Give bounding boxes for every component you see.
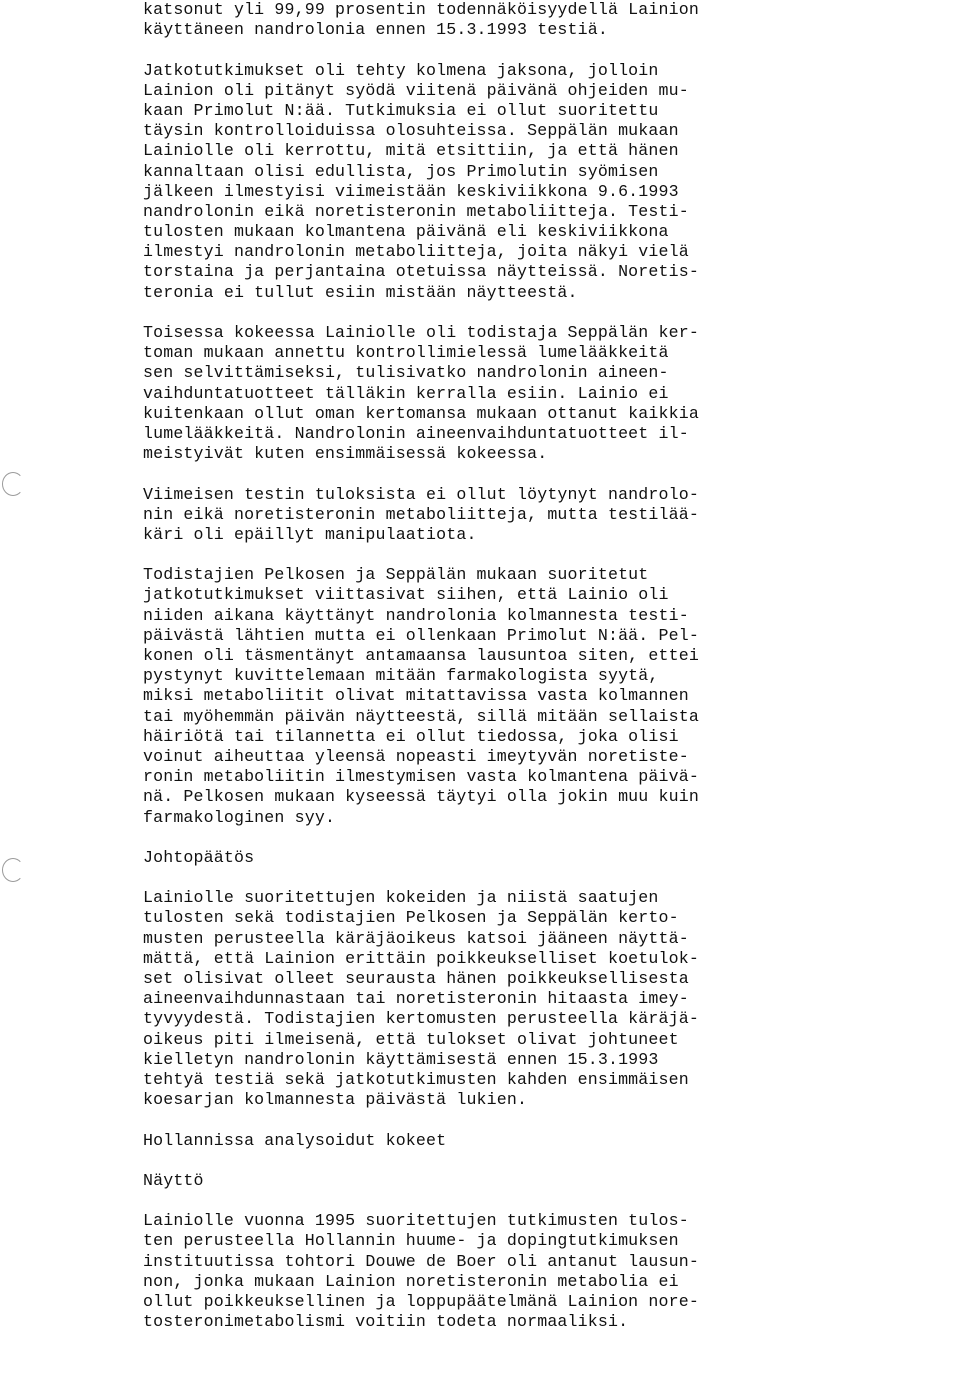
text-line: nin eikä noretisteronin metaboliitteja, mutta testilää- xyxy=(143,504,699,524)
paragraph-gap xyxy=(143,828,943,848)
text-line: niiden aikana käyttänyt nandrolonia kolmannesta testi- xyxy=(143,605,689,625)
text-line: jälkeen ilmestyisi viimeistään keskiviikkona 9.6.1993 xyxy=(143,181,679,201)
text-line: set olisivat olleet seurausta hänen poikkeuksellisesta xyxy=(143,969,689,988)
text-line: Jatkotutkimukset oli tehty kolmena jaksona, jolloin xyxy=(143,60,659,80)
paragraph-gap xyxy=(143,303,943,323)
text-line: non, jonka mukaan Lainion noretisteronin metabolia ei xyxy=(143,1271,679,1291)
text-line: pystynyt kuvittelemaan mitään farmakologista syytä, xyxy=(143,666,659,686)
text-line: käyttäneen nandrolonia ennen 15.3.1993 testiä. xyxy=(143,20,608,40)
text-line: ollut poikkeuksellinen ja loppupäätelmänä Lainion nore- xyxy=(143,1292,699,1311)
text-line: Viimeisen testin tuloksista ei ollut löytynyt nandrolo- xyxy=(143,484,699,504)
text-line: ronin metaboliitin ilmestymisen vasta kolmantena päivä- xyxy=(143,767,699,787)
text-line: kaan Primolut N:ää. Tutkimuksia ei ollut suoritettu xyxy=(143,100,659,120)
text-line: tosteronimetabolismi voitiin todeta normaaliksi. xyxy=(143,1312,629,1332)
text-line: teronia ei tullut esiin mistään näytteestä. xyxy=(143,282,578,302)
paragraph xyxy=(143,888,943,1110)
text-line: Lainiolle vuonna 1995 suoritettujen tutkimusten tulos- xyxy=(143,1211,689,1231)
text-line: miksi metaboliitit olivat mitattavissa vasta kolmannen xyxy=(143,686,689,706)
text-line: voinut aiheuttaa yleensä nopeasti imeytyvän noretiste- xyxy=(143,746,689,766)
text-line: tai myöhemmän päivän näytteestä, sillä mitään sellaista xyxy=(143,706,699,726)
text-line: Lainiolle oli kerrottu, mitä etsittiin, ja että hänen xyxy=(143,141,679,161)
text-line: ten perusteella Hollannin huume- ja dopingtutkimuksen xyxy=(143,1231,679,1251)
text-line: tulosten mukaan kolmantena päivänä eli keskiviikkona xyxy=(143,222,669,242)
text-line: nä. Pelkosen mukaan kyseessä täytyi olla jokin muu kuin xyxy=(143,787,699,807)
paragraph-gap xyxy=(143,1151,943,1171)
text-line: päivästä lähtien mutta ei ollenkaan Primolut N:ää. Pel- xyxy=(143,625,699,645)
paragraph xyxy=(143,1211,943,1332)
section-heading xyxy=(143,848,943,868)
text-line: katsonut yli 99,99 prosentin todennäköisyydellä Lainion xyxy=(143,0,699,19)
paragraph xyxy=(143,485,943,546)
text-line: Toisessa kokeessa Lainiolle oli todistaja Seppälän ker- xyxy=(143,323,699,342)
text-line: täysin kontrolloiduissa olosuhteissa. Seppälän mukaan xyxy=(143,121,679,141)
document-page xyxy=(143,0,943,1332)
text-line: aineenvaihdunnastaan tai noretisteronin hitaasta imey- xyxy=(143,989,689,1009)
text-line: jatkotutkimukset viittasivat siihen, että Lainio oli xyxy=(143,585,669,605)
punch-hole-mark xyxy=(2,472,24,496)
text-line: vaihduntatuotteet tälläkin kerralla esiin. Lainio ei xyxy=(143,383,669,403)
text-line: farmakologinen syy. xyxy=(143,807,336,827)
heading-text: Johtopäätös xyxy=(143,847,255,867)
text-line: konen oli täsmentänyt antamaansa lausuntoa siten, ettei xyxy=(143,646,699,665)
text-line: Todistajien Pelkosen ja Seppälän mukaan suoritetut xyxy=(143,565,649,585)
text-line: meistyivät kuten ensimmäisessä kokeessa. xyxy=(143,444,548,464)
text-line: Lainion oli pitänyt syödä viitenä päivänä ohjeiden mu- xyxy=(143,80,689,100)
text-line: oikeus piti ilmeisenä, että tulokset olivat johtuneet xyxy=(143,1029,679,1049)
paragraph-gap xyxy=(143,1191,943,1211)
text-line: torstaina ja perjantaina otetuissa näytteissä. Noretis- xyxy=(143,262,699,282)
text-line: nandrolonin eikä noretisteronin metaboliitteja. Testi- xyxy=(143,201,689,221)
text-line: Lainiolle suoritettujen kokeiden ja niistä saatujen xyxy=(143,888,659,908)
text-line: kannaltaan olisi edullista, jos Primolutin syömisen xyxy=(143,161,659,181)
text-line: lumelääkkeitä. Nandrolonin aineenvaihduntatuotteet il- xyxy=(143,423,689,443)
heading-text: Hollannissa analysoidut kokeet xyxy=(143,1130,447,1150)
text-line: instituutissa tohtori Douwe de Boer oli antanut lausun- xyxy=(143,1251,699,1271)
heading-text: Näyttö xyxy=(143,1170,204,1190)
text-line: kielletyn nandrolonin käyttämisestä ennen 15.3.1993 xyxy=(143,1049,659,1069)
paragraph-gap xyxy=(143,868,943,888)
paragraph xyxy=(143,565,943,827)
section-heading xyxy=(143,1131,943,1151)
text-line: tulosten sekä todistajien Pelkosen ja Seppälän kerto- xyxy=(143,908,679,928)
paragraph-gap xyxy=(143,545,943,565)
text-line: musten perusteella käräjäoikeus katsoi jääneen näyttä- xyxy=(143,928,689,948)
paragraph-gap xyxy=(143,464,943,484)
paragraph-gap xyxy=(143,40,943,60)
punch-hole-mark xyxy=(2,858,24,882)
section-heading xyxy=(143,1171,943,1191)
text-line: sen selvittämiseksi, tulisivatko nandrolonin aineen- xyxy=(143,363,669,383)
text-line: ilmestyi nandrolonin metaboliitteja, joita näkyi vielä xyxy=(143,242,689,262)
text-line: häiriötä tai tilannetta ei ollut tiedossa, joka olisi xyxy=(143,726,679,746)
text-line: toman mukaan annettu kontrollimielessä lumelääkkeitä xyxy=(143,343,669,363)
text-line: tyvyydestä. Todistajien kertomusten perusteella käräjä- xyxy=(143,1009,699,1029)
text-line: kuitenkaan ollut oman kertomansa mukaan ottanut kaikkia xyxy=(143,403,699,423)
text-line: mättä, että Lainion erittäin poikkeukselliset koetulok- xyxy=(143,948,699,968)
paragraph xyxy=(143,0,943,40)
paragraph-gap xyxy=(143,1110,943,1130)
paragraph xyxy=(143,61,943,303)
text-line: käri oli epäillyt manipulaatiota. xyxy=(143,524,477,544)
paragraph xyxy=(143,323,943,464)
text-line: koesarjan kolmannesta päivästä lukien. xyxy=(143,1090,528,1110)
text-line: tehtyä testiä sekä jatkotutkimusten kahden ensimmäisen xyxy=(143,1069,689,1089)
